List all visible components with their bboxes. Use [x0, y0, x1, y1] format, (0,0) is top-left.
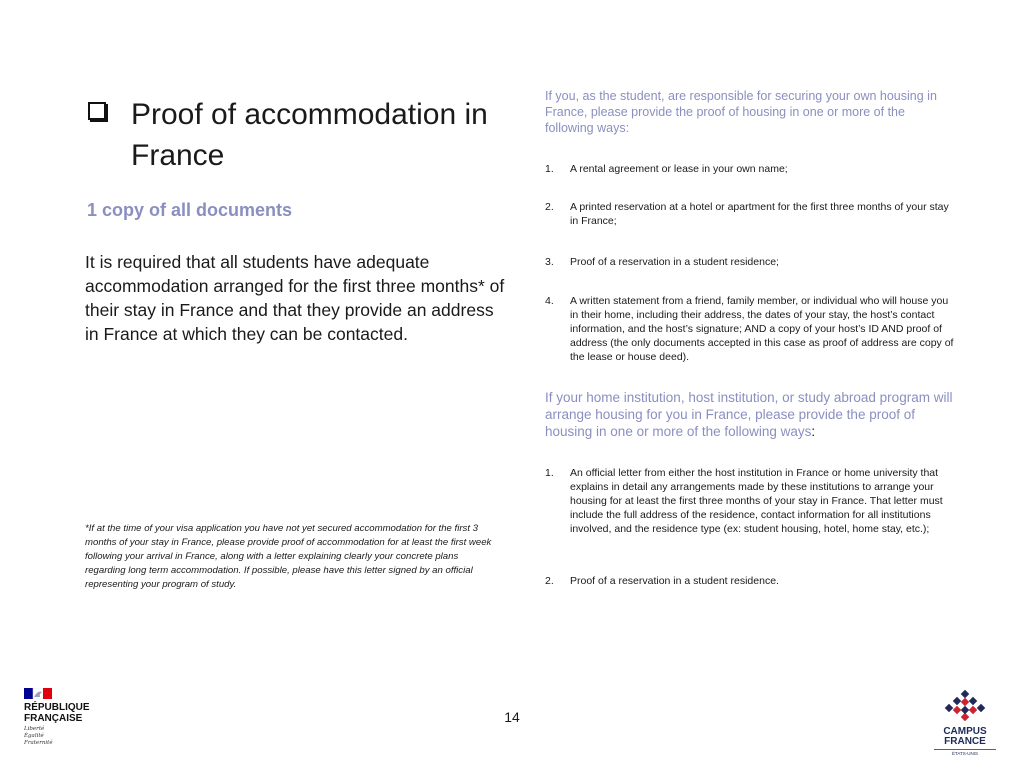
republique-francaise-logo: [24, 688, 124, 747]
footnote: *If at the time of your visa application you have not yet secured accommodation for the first 3 months of your stay in France, please provide proof of accommodation for at least the first week following your arrival in France, along with a letter explaining clearly your concrete plans regarding long term accommodation. If possible, please have this letter signed by an official representing your program of study.: [85, 523, 492, 590]
list-number: 1.: [545, 467, 554, 479]
list-item: [545, 574, 955, 588]
list-item: [545, 294, 955, 364]
motto-fraternite: Fraternité: [24, 740, 53, 746]
list-text: A written statement from a friend, family member, or individual who will house you in their home, including their address, the dates of your stay, the host’s contact information, and the host’s signature; AND a copy of your host’s ID AND proof of address (the only documents accepted in this case as proof of address are copy of the lease or house deed).: [570, 295, 954, 363]
list-number: 2.: [545, 575, 554, 587]
intro-colon: :: [811, 424, 816, 439]
list-number: 1.: [545, 163, 554, 175]
list-number: 3.: [545, 256, 554, 268]
list-text: Proof of a reservation in a student residence;: [570, 256, 779, 268]
list-number: 2.: [545, 201, 554, 213]
motto: [24, 726, 124, 747]
section-heading: [88, 94, 508, 176]
list-item: [545, 255, 955, 269]
institution-housing-intro: [545, 389, 955, 440]
campus-line1: CAMPUS: [943, 726, 987, 737]
list-item: [545, 162, 955, 176]
page-title: Proof of accommodation in France: [131, 98, 488, 172]
list-text: A rental agreement or lease in your own name;: [570, 163, 788, 175]
institution-housing-intro-text: If your home institution, host institution, or study abroad program will arrange housing for you in France, please provide the proof of housing in one or more of the following ways: [545, 390, 953, 439]
republique-line2: FRANÇAISE: [24, 713, 83, 724]
republique-line1: RÉPUBLIQUE: [24, 702, 90, 713]
checkbox-bullet-icon: [88, 102, 106, 120]
campus-france-emblem-icon: [940, 690, 990, 722]
requirement-text: It is required that all students have adequate accommodation arranged for the first three months* of their stay in France and that they provide an address in France at which they can be contacted.: [85, 252, 505, 344]
list-text: Proof of a reservation in a student residence.: [570, 575, 779, 587]
campus-france-logo: [934, 690, 996, 756]
list-text: An official letter from either the host institution in France or home university that explains in detail any arrangements made by these institutions to arrange your housing for at least the first three months of your stay in France. That letter must include the full address of the residence, contact information for all institutions involved, and the residence type (ex: student housing, hotel, home stay, etc.);: [570, 467, 943, 535]
list-number: 4.: [545, 295, 554, 307]
copies-required: 1 copy of all documents: [87, 200, 293, 220]
campus-sub: ÉTATS-UNIS: [934, 749, 996, 756]
motto-egalite: Égalité: [24, 733, 44, 739]
list-item: [545, 200, 955, 228]
list-text: A printed reservation at a hotel or apartment for the first three months of your stay in France;: [570, 201, 949, 227]
campus-line2: FRANCE: [944, 736, 986, 747]
motto-liberte: Liberté: [24, 726, 45, 732]
list-item: [545, 466, 955, 536]
french-flag-icon: [24, 688, 52, 699]
page-number: 14: [504, 709, 520, 725]
student-housing-intro: If you, as the student, are responsible for securing your own housing in France, please provide the proof of housing in one or more of the following ways:: [545, 89, 937, 135]
